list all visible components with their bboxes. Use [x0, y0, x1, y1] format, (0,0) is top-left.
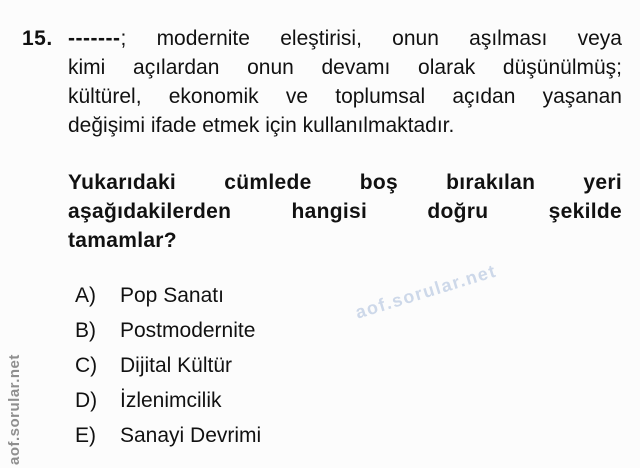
answer-option-c[interactable] — [68, 348, 622, 383]
question-number: 15. — [22, 27, 53, 50]
question-text — [68, 24, 622, 140]
option-text: Dijital Kültür — [120, 354, 233, 377]
question-prompt-line: tamamlar? — [68, 229, 177, 252]
option-letter: B) — [75, 319, 96, 342]
question-prompt-line: aşağıdakilerden hangisi doğru şekilde — [68, 200, 622, 223]
answer-option-b[interactable] — [68, 313, 622, 348]
question-text-line — [68, 24, 622, 53]
option-letter: C) — [75, 354, 98, 377]
option-text: Postmodernite — [120, 319, 256, 342]
question-text-line: değişimi ifade etmek için kullanılmaktadır. — [68, 114, 455, 137]
answer-options-list — [68, 278, 622, 453]
question-body — [68, 24, 622, 453]
watermark-site-diagonal: aof.sorular.net — [352, 260, 499, 323]
question-text-line-rest: ; modernite eleştirisi, onun aşılması veya — [120, 27, 622, 50]
question-prompt-line: Yukarıdaki cümlede boş bırakılan yeri — [68, 171, 622, 194]
question-block — [0, 24, 640, 453]
answer-option-d[interactable] — [68, 383, 622, 418]
question-text-line: kimi açılardan onun devamı olarak düşünülmüş; — [68, 56, 622, 79]
option-text: Pop Sanatı — [120, 284, 224, 307]
question-prompt — [68, 168, 622, 255]
answer-option-e[interactable] — [68, 418, 622, 453]
option-letter: A) — [75, 284, 96, 307]
watermark-site-vertical: aof.sorular.net — [6, 354, 23, 465]
question-text-line: kültürel, ekonomik ve toplumsal açıdan yaşanan — [68, 85, 622, 108]
option-letter: E) — [75, 424, 96, 447]
option-text: Sanayi Devrimi — [120, 424, 262, 447]
answer-option-a[interactable] — [68, 278, 622, 313]
blank-placeholder: ------- — [68, 27, 121, 50]
option-letter: D) — [75, 389, 98, 412]
option-text: İzlenimcilik — [120, 389, 222, 412]
